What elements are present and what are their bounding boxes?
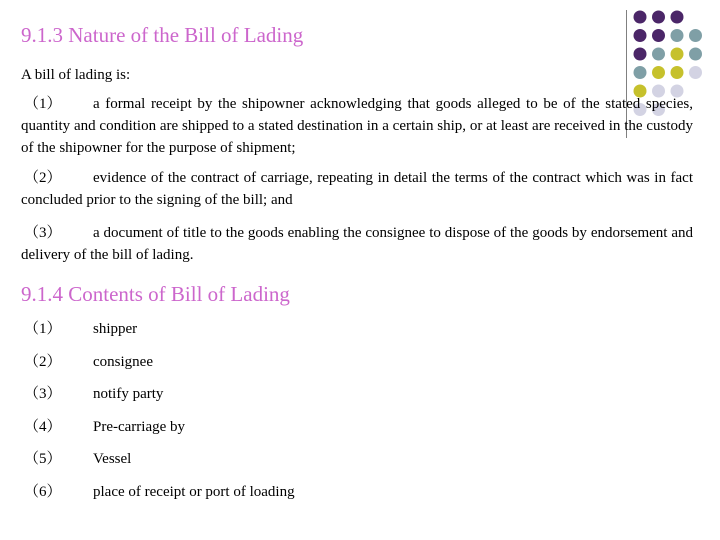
nature-paragraph-3: [21, 222, 693, 266]
paragraph-text: a document of title to the goods enabling the consignee to dispose of the goods by endorsement and delivery of the bill of lading.: [21, 225, 693, 263]
section-heading-nature: 9.1.3 Nature of the Bill of Lading: [21, 23, 304, 47]
decorative-dot: [671, 66, 684, 79]
contents-list: [24, 318, 295, 513]
nature-paragraph-1: [21, 93, 693, 159]
decorative-dot: [652, 29, 665, 42]
list-item: [24, 481, 295, 514]
list-item-number: （1）: [24, 321, 62, 337]
list-item: [24, 383, 295, 416]
paragraph-text: a formal receipt by the shipowner acknowledging that goods alleged to be of the stated species, quantity and condition are shipped to a stated destination in a certain ship, or at least are received in the custody of the shipowner for the purpose of shipment;: [21, 96, 693, 156]
nature-paragraph-2: [21, 167, 693, 211]
paragraph-text: evidence of the contract of carriage, repeating in detail the terms of the contract which was in fact concluded prior to the signing of the bill; and: [21, 170, 693, 208]
list-item-label: Vessel: [93, 451, 132, 467]
decorative-dot: [671, 48, 684, 61]
decorative-dot: [634, 48, 647, 61]
list-item-number: （5）: [24, 451, 62, 467]
decorative-dot: [689, 29, 702, 42]
section-heading-contents: 9.1.4 Contents of Bill of Lading: [21, 282, 290, 306]
list-item-number: （2）: [24, 353, 62, 370]
list-item-number: （3）: [24, 386, 62, 402]
list-item-label: shipper: [93, 321, 138, 337]
list-item-label: consignee: [93, 353, 153, 370]
decorative-dot: [689, 66, 702, 79]
intro-text: A bill of lading is:: [21, 67, 131, 83]
list-item: [24, 351, 295, 384]
list-item-label: notify party: [93, 386, 164, 402]
decorative-dot: [652, 11, 665, 24]
decorative-dot: [671, 11, 684, 24]
decorative-dot: [634, 11, 647, 24]
list-item-number: （4）: [24, 418, 62, 435]
decorative-dot: [634, 29, 647, 42]
list-item: [24, 416, 295, 449]
decorative-dot: [634, 66, 647, 79]
list-item-label: Pre-carriage by: [93, 418, 186, 435]
list-item-number: （6）: [24, 483, 62, 500]
list-item-label: place of receipt or port of loading: [93, 483, 295, 500]
decorative-dot: [671, 29, 684, 42]
decorative-dot: [652, 66, 665, 79]
decorative-dot: [652, 48, 665, 61]
list-item: [24, 448, 295, 481]
paragraph-number: （1）: [24, 96, 62, 112]
paragraph-number: （2）: [24, 170, 62, 186]
list-item: [24, 318, 295, 351]
decorative-dot: [689, 48, 702, 61]
paragraph-number: （3）: [24, 225, 62, 241]
